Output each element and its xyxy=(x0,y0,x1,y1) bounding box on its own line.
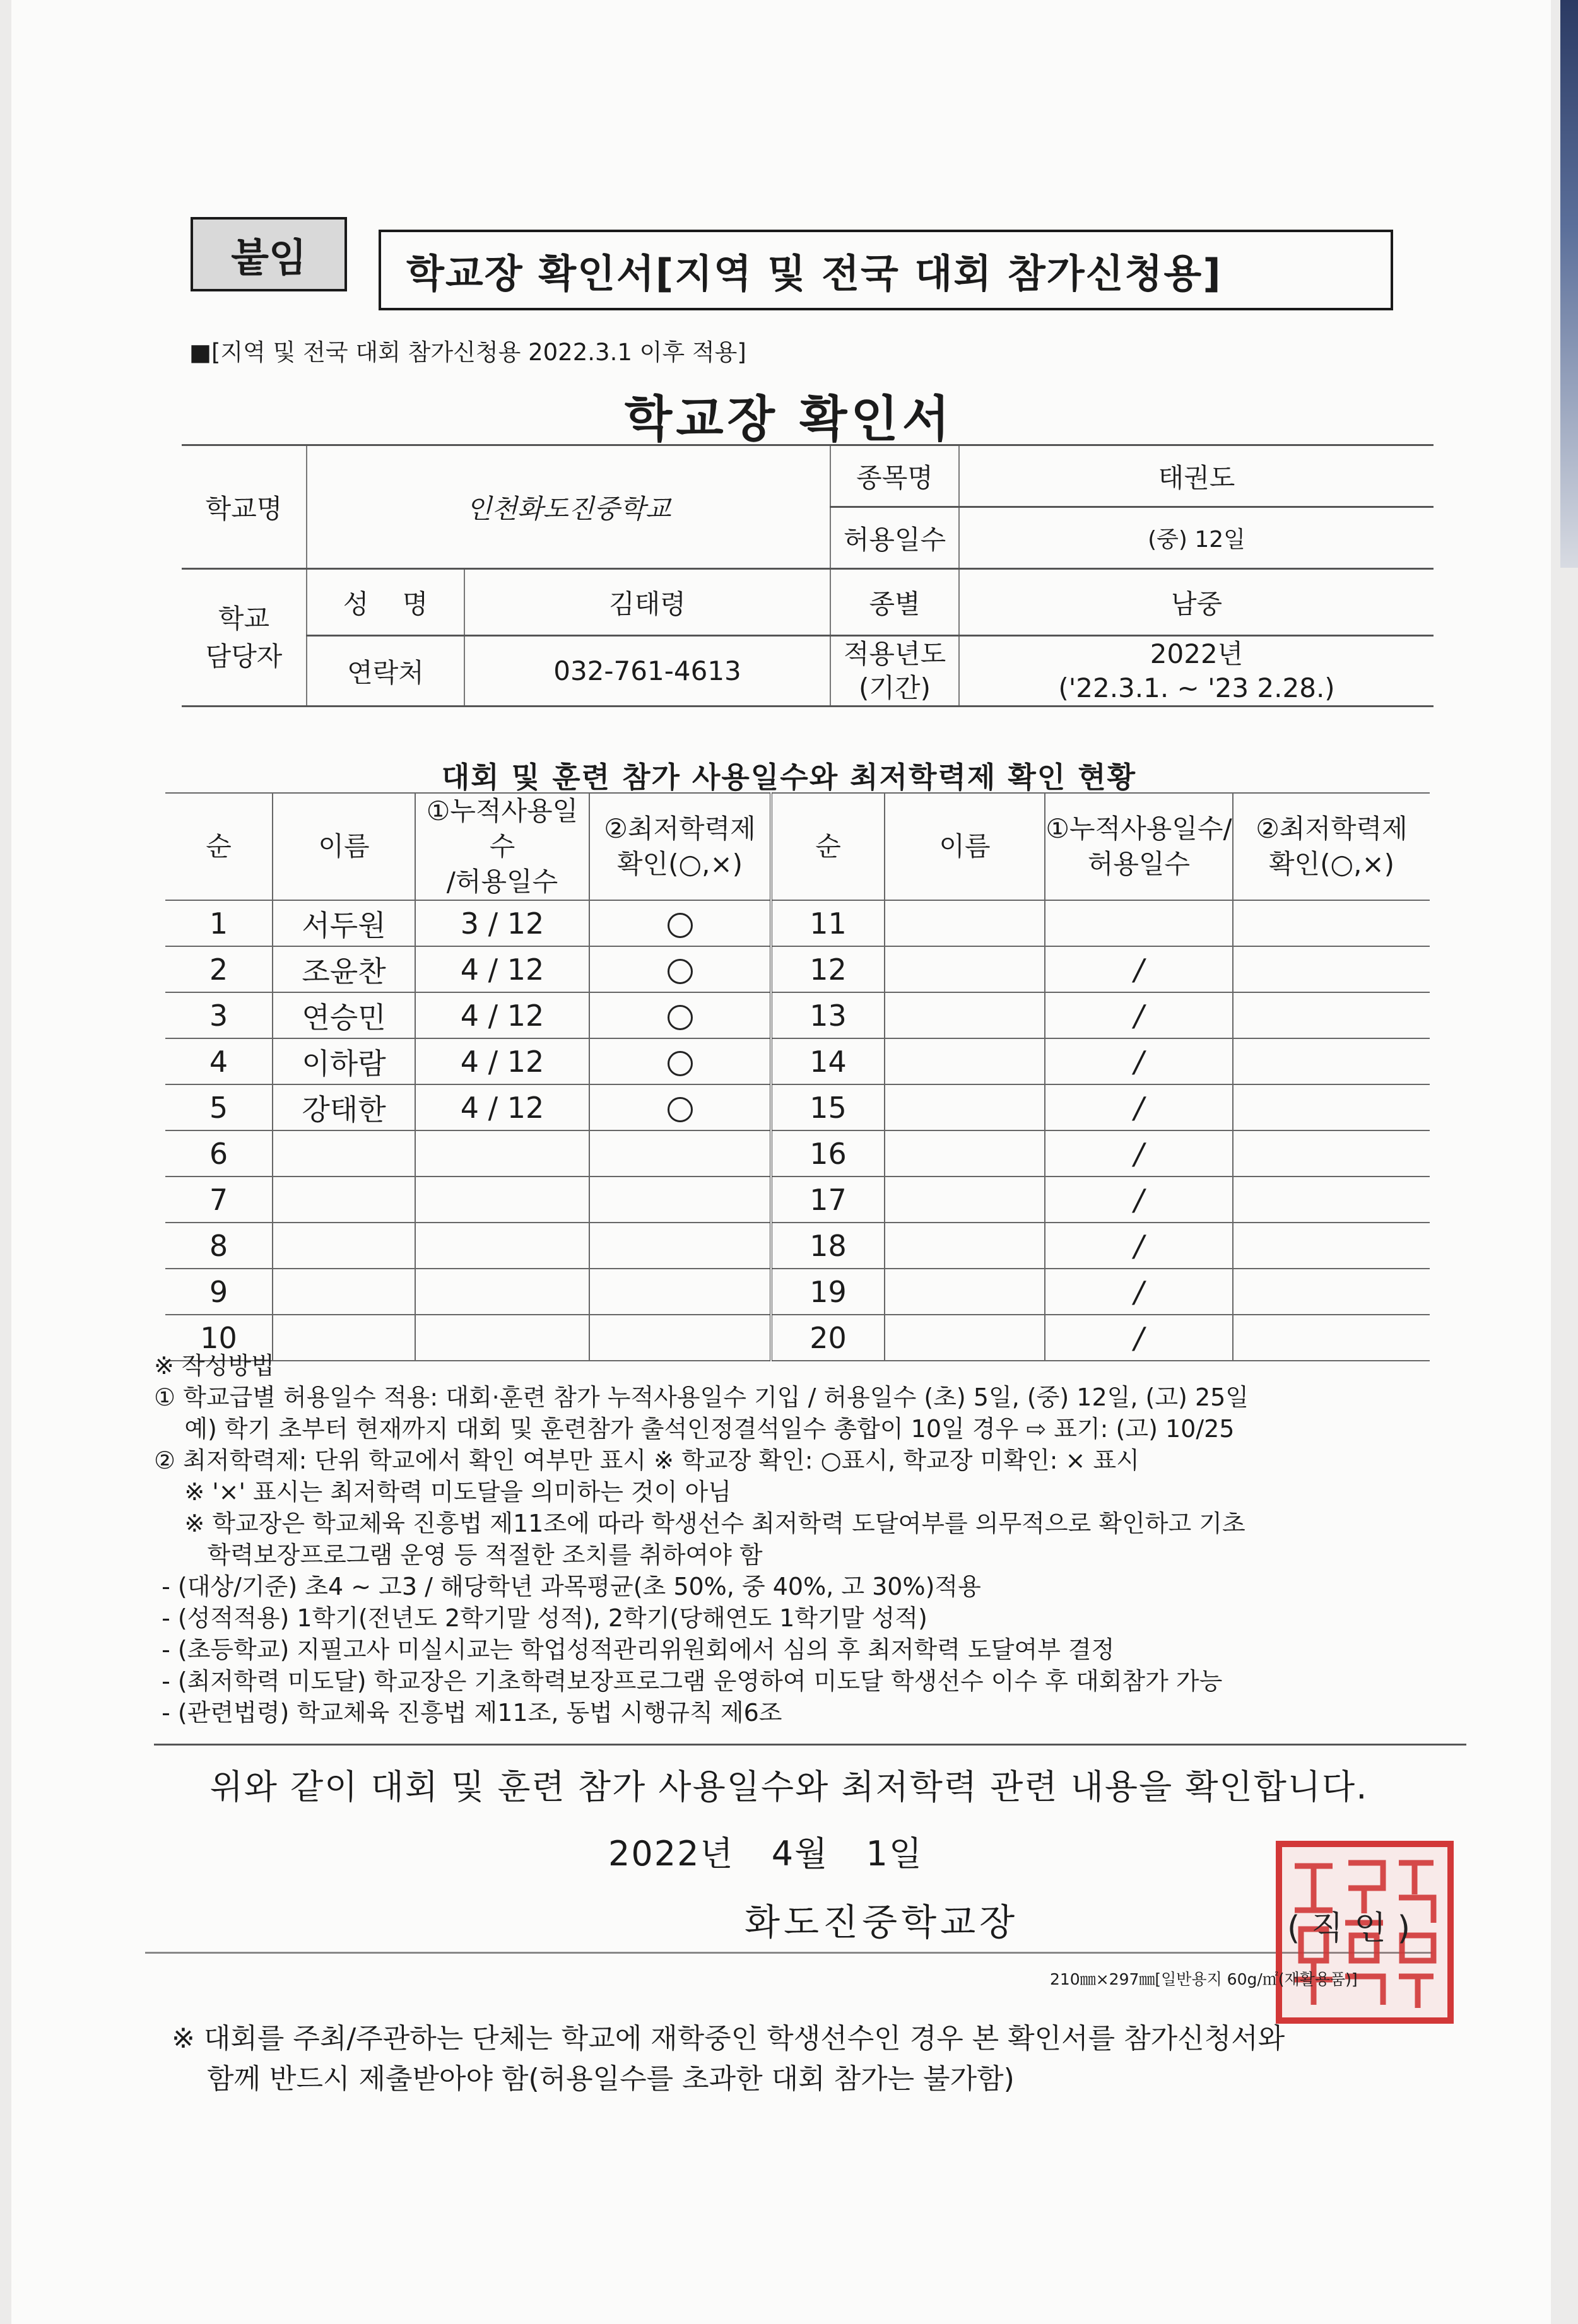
row-check xyxy=(589,992,771,1038)
manager-name-value: 김태령 xyxy=(464,569,830,636)
row-no-right: 12 xyxy=(771,946,885,992)
row-no: 6 xyxy=(165,1130,273,1177)
row-days-right: / xyxy=(1045,1269,1233,1315)
row-check xyxy=(589,1223,771,1269)
row-name-right xyxy=(885,1084,1045,1130)
seal-label: (직인) xyxy=(1287,1910,1422,1947)
row-days: 3 / 12 xyxy=(415,900,589,946)
paper-spec: 210㎜×297㎜[일반용지 60g/㎡(재활용품)] xyxy=(1050,1970,1358,1988)
school-name-value: 인천화도진중학교 xyxy=(307,445,830,569)
instruction-line: - (성적적용) 1학기(전년도 2학기말 성적), 2학기(당해연도 1학기말 성적) xyxy=(154,1604,927,1632)
row-name xyxy=(273,1223,415,1269)
period-label: 적용년도 (기간) xyxy=(830,636,959,707)
table-row xyxy=(165,1223,1430,1269)
row-name-right xyxy=(885,992,1045,1038)
row-no: 1 xyxy=(165,900,273,946)
date-month: 4월 xyxy=(771,1834,829,1874)
row-name: 연승민 xyxy=(273,992,415,1038)
row-check xyxy=(589,1038,771,1084)
page-title: 학교장 확인서 xyxy=(624,391,954,448)
row-check xyxy=(589,1177,771,1223)
instruction-line: 학력보장프로그램 운영 등 적절한 조치를 취하여야 함 xyxy=(154,1541,763,1569)
row-no: 4 xyxy=(165,1038,273,1084)
check-circle-icon xyxy=(668,1097,693,1122)
school-name-label: 학교명 xyxy=(182,445,307,569)
divider xyxy=(154,1744,1466,1746)
category-label: 종별 xyxy=(830,569,959,636)
row-no-right: 16 xyxy=(771,1130,885,1177)
table-header-row xyxy=(165,793,1430,900)
row-days: 4 / 12 xyxy=(415,992,589,1038)
header-no: 순 xyxy=(165,793,273,900)
principal-signature: 화도진중학교장 xyxy=(745,1901,1019,1944)
row-days-right: / xyxy=(1045,1130,1233,1177)
footer-line: 함께 반드시 제출받아야 함(허용일수를 초과한 대회 참가는 불가함) xyxy=(172,2063,1015,2095)
row-check xyxy=(589,1084,771,1130)
signature-line xyxy=(145,1952,1432,1954)
allowed-days-value: (중) 12일 xyxy=(959,507,1434,569)
attachment-tag: 붙임 xyxy=(191,217,347,291)
instruction-line: - (관련법령) 학교체육 진흥법 제11조, 동법 시행규칙 제6조 xyxy=(154,1699,782,1727)
row-name-right xyxy=(885,1223,1045,1269)
row-no: 5 xyxy=(165,1084,273,1130)
check-circle-icon xyxy=(668,959,693,984)
row-days xyxy=(415,1223,589,1269)
background-edge xyxy=(1560,0,1578,568)
row-check-right xyxy=(1233,1084,1430,1130)
instruction-line: 예) 학기 초부터 현재까지 대회 및 훈련참가 출석인정결석일수 총합이 10일 경우 ⇨ 표기: (고) 10/25 xyxy=(154,1415,1235,1443)
row-check xyxy=(589,946,771,992)
row-no: 2 xyxy=(165,946,273,992)
row-no: 7 xyxy=(165,1177,273,1223)
row-days-right: / xyxy=(1045,1038,1233,1084)
row-days: 4 / 12 xyxy=(415,946,589,992)
row-check-right xyxy=(1233,1269,1430,1315)
status-section-title: 대회 및 훈련 참가 사용일수와 최저학력제 확인 현황 xyxy=(441,760,1137,794)
header-no-right: 순 xyxy=(771,793,885,900)
row-name: 이하람 xyxy=(273,1038,415,1084)
row-check-right xyxy=(1233,992,1430,1038)
row-name xyxy=(273,1177,415,1223)
row-name: 조윤찬 xyxy=(273,946,415,992)
check-circle-icon xyxy=(668,1051,693,1076)
instruction-line: ※ 학교장은 학교체육 진흥법 제11조에 따라 학생선수 최저학력 도달여부를 의무적으로 확인하고 기초 xyxy=(154,1510,1245,1537)
check-circle-icon xyxy=(668,913,693,938)
sport-label: 종목명 xyxy=(830,445,959,507)
manager-label: 학교 담당자 xyxy=(182,569,307,707)
contact-label: 연락처 xyxy=(307,636,464,707)
row-no-right: 15 xyxy=(771,1084,885,1130)
row-no-right: 19 xyxy=(771,1269,885,1315)
table-row xyxy=(165,1177,1430,1223)
row-days-right: / xyxy=(1045,1177,1233,1223)
row-check-right xyxy=(1233,1177,1430,1223)
date-year: 2022년 xyxy=(608,1834,734,1874)
row-days xyxy=(415,1269,589,1315)
manager-name-label: 성 명 xyxy=(307,569,464,636)
header-check-right: ②최저학력제 확인(○,×) xyxy=(1233,793,1430,900)
header-days: ①누적사용일수 /허용일수 xyxy=(415,793,589,900)
row-name xyxy=(273,1269,415,1315)
header-name-right: 이름 xyxy=(885,793,1045,900)
row-name xyxy=(273,1130,415,1177)
instruction-line: ※ '×' 표시는 최저학력 미도달을 의미하는 것이 아님 xyxy=(154,1478,731,1506)
table-row xyxy=(165,1130,1430,1177)
table-row xyxy=(165,1038,1430,1084)
row-name-right xyxy=(885,946,1045,992)
row-name-right xyxy=(885,1130,1045,1177)
row-no-right: 13 xyxy=(771,992,885,1038)
footer-note xyxy=(172,2019,1434,2099)
contact-value: 032-761-4613 xyxy=(464,636,830,707)
row-check-right xyxy=(1233,946,1430,992)
sport-value: 태권도 xyxy=(959,445,1434,507)
row-days-right: / xyxy=(1045,1315,1233,1361)
category-value: 남중 xyxy=(959,569,1434,636)
row-name-right xyxy=(885,1269,1045,1315)
row-name: 강태한 xyxy=(273,1084,415,1130)
period-value: 2022년 ('22.3.1. ~ '23 2.28.) xyxy=(959,636,1434,707)
header-check: ②최저학력제 확인(○,×) xyxy=(589,793,771,900)
row-no: 8 xyxy=(165,1223,273,1269)
document-header-title: 학교장 확인서[지역 및 전국 대회 참가신청용] xyxy=(379,230,1393,310)
instruction-line: - (초등학교) 지필고사 미실시교는 학업성적관리위원회에서 심의 후 최저학력 도달여부 결정 xyxy=(154,1636,1115,1664)
row-no-right: 20 xyxy=(771,1315,885,1361)
row-check-right xyxy=(1233,900,1430,946)
instruction-line: - (대상/기준) 초4 ~ 고3 / 해당학년 과목평균(초 50%, 중 40%, 고 30%)적용 xyxy=(154,1573,981,1600)
row-name-right xyxy=(885,1038,1045,1084)
school-info-table xyxy=(182,444,1434,707)
row-no: 10 xyxy=(165,1315,273,1361)
instructions-lines xyxy=(154,1382,1466,1728)
allowed-days-label: 허용일수 xyxy=(830,507,959,569)
row-no-right: 11 xyxy=(771,900,885,946)
row-name-right xyxy=(885,900,1045,946)
date-day: 1일 xyxy=(866,1834,923,1874)
header-name: 이름 xyxy=(273,793,415,900)
table-row xyxy=(165,1269,1430,1315)
row-days-right: / xyxy=(1045,1084,1233,1130)
issue-date xyxy=(608,1827,923,1875)
row-days xyxy=(415,1130,589,1177)
row-check xyxy=(589,1269,771,1315)
row-no-right: 18 xyxy=(771,1223,885,1269)
row-days: 4 / 12 xyxy=(415,1038,589,1084)
header-days-right: ①누적사용일수/ 허용일수 xyxy=(1045,793,1233,900)
athlete-status-table xyxy=(165,792,1430,1361)
instructions xyxy=(154,1350,1466,1746)
confirmation-statement: 위와 같이 대회 및 훈련 참가 사용일수와 최저학력 관련 내용을 확인합니다. xyxy=(209,1767,1369,1807)
table-row xyxy=(165,1084,1430,1130)
row-check xyxy=(589,1130,771,1177)
row-no-right: 14 xyxy=(771,1038,885,1084)
row-days-right xyxy=(1045,900,1233,946)
row-days: 4 / 12 xyxy=(415,1084,589,1130)
row-check xyxy=(589,900,771,946)
row-check-right xyxy=(1233,1223,1430,1269)
table-row xyxy=(165,992,1430,1038)
row-check-right xyxy=(1233,1038,1430,1084)
table-row xyxy=(165,946,1430,992)
row-no: 3 xyxy=(165,992,273,1038)
instructions-heading: ※ 작성방법 xyxy=(154,1352,274,1380)
row-days-right: / xyxy=(1045,946,1233,992)
check-circle-icon xyxy=(668,1005,693,1030)
row-name: 서두원 xyxy=(273,900,415,946)
row-no: 9 xyxy=(165,1269,273,1315)
table-row xyxy=(165,900,1430,946)
footer-line: ※ 대회를 주최/주관하는 단체는 학교에 재학중인 학생선수인 경우 본 확인서를 참가신청서와 xyxy=(172,2022,1285,2055)
row-days xyxy=(415,1177,589,1223)
row-no-right: 17 xyxy=(771,1177,885,1223)
row-days-right: / xyxy=(1045,992,1233,1038)
instruction-line: - (최저학력 미도달) 학교장은 기초학력보장프로그램 운영하여 미도달 학생선수 이수 후 대회참가 가능 xyxy=(154,1667,1223,1695)
instruction-line: ① 학교급별 허용일수 적용: 대회·훈련 참가 누적사용일수 기입 / 허용일수 (초) 5일, (중) 12일, (고) 25일 xyxy=(154,1383,1249,1411)
applicability-note: ■[지역 및 전국 대회 참가신청용 2022.3.1 이후 적용] xyxy=(189,339,746,366)
row-check-right xyxy=(1233,1130,1430,1177)
row-days-right: / xyxy=(1045,1223,1233,1269)
row-name-right xyxy=(885,1177,1045,1223)
instruction-line: ② 최저학력제: 단위 학교에서 확인 여부만 표시 ※ 학교장 확인: ○표시, 학교장 미확인: × 표시 xyxy=(154,1447,1139,1474)
